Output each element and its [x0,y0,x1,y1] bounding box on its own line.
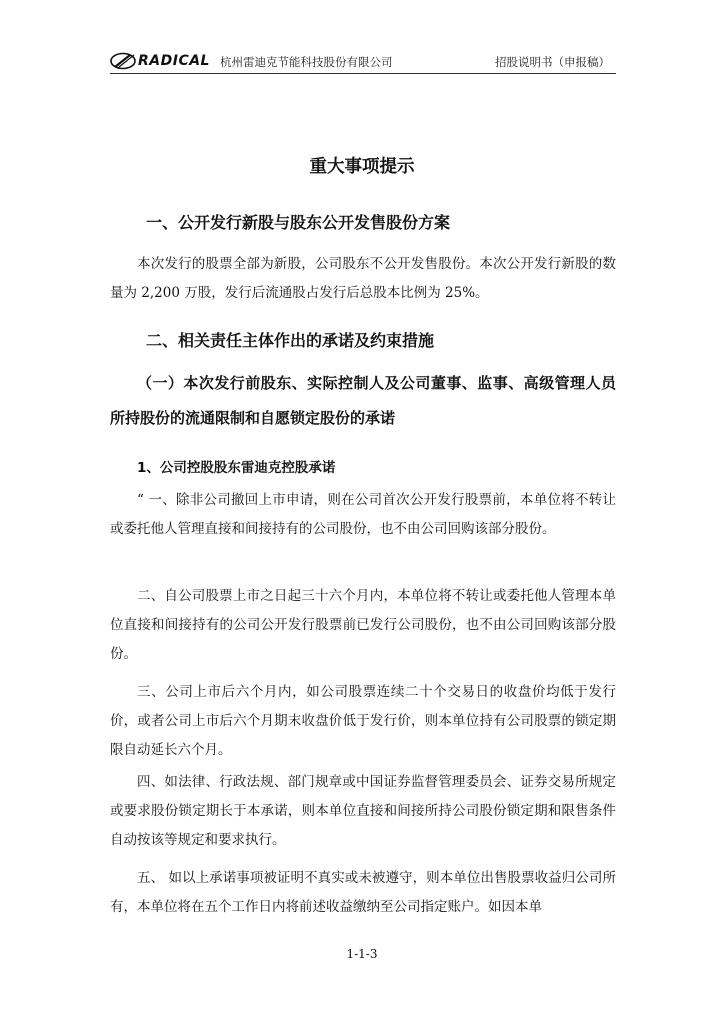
page-number: 1-1-3 [346,947,378,961]
company-name: 杭州雷迪克节能科技股份有限公司 [220,55,393,69]
logo-text: RADICAL [138,53,210,69]
section1-body: 本次发行的股票全部为新股，公司股东不公开发售股份。本次公开发行新股的数量为 2,200 万股，发行后流通股占发行后总股本比例为 25%。 [110,256,616,301]
page-header [110,50,616,74]
section2-heading: 二、相关责任主体作出的承诺及约束措施 [146,331,435,350]
subsection1-heading: （一）本次发行前股东、实际控制人及公司董事、监事、高级管理人员所持股份的流通限制和自愿锁定股份的承诺 [110,374,616,427]
commitment-paragraph-5: 五、 如以上承诺事项被证明不真实或未被遵守，则本单位出售股票收益归公司所有，本单位将在五个工作日内将前述收益缴纳至公司指定账户。如因本单 [110,870,616,915]
commitment-paragraph-1: “ 一、除非公司撤回上市申请，则在公司首次公开发行股票前，本单位将不转让或委托他人管理直接和间接持有的公司股份，也不由公司回购该部分股份。 [110,492,616,537]
section1-heading: 一、公开发行新股与股东公开发售股份方案 [146,213,451,232]
item1-heading: 1、公司控股股东雷迪克控股承诺 [137,460,336,476]
commitment-paragraph-3: 三、公司上市后六个月内，如公司股票连续二十个交易日的收盘价均低于发行价，或者公司上市后六个月期末收盘价低于发行价，则本单位持有公司股票的锁定期限自动延长六个月。 [110,684,616,758]
radical-logo-icon [110,52,136,70]
commitment-paragraph-2: 二、自公司股票上市之日起三十六个月内，本单位将不转让或委托他人管理本单位直接和间接持有的公司公开发行股票前已发行公司股份，也不由公司回购该部分股份。 [110,588,616,662]
page-title: 重大事项提示 [309,157,415,177]
company-logo [110,52,210,70]
commitment-paragraph-4: 四、如法律、行政法规、部门规章或中国证券监督管理委员会、证券交易所规定或要求股份锁定期长于本承诺，则本单位直接和间接所持公司股份锁定期和限售条件自动按该等规定和要求执行。 [110,774,616,848]
document-type: 招股说明书（申报稿） [495,55,610,69]
header-divider [110,73,616,74]
